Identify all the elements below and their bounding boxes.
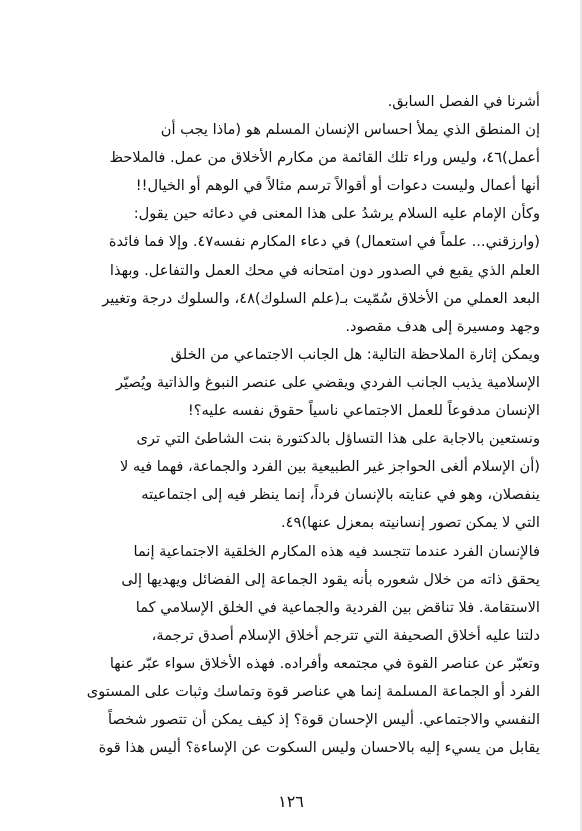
text-line: دلتنا عليه أخلاق الصحيفة التي تترجم أخلاق الإسلام أصدق ترجمة،	[151, 626, 540, 644]
text-line: يقابل من يسيء إليه بالاحسان وليس السكوت عن الإساءة؟ أليس هذا قوة	[98, 739, 540, 757]
text-line: أنها أعمال وليست دعوات أو أقوالاً ترسم مثالاً في الوهم أو الخيال!!	[135, 177, 540, 195]
text-line: أعمل)٤٦، وليس وراء تلك القائمة من مكارم الأخلاق من عمل. فالملاحظ	[109, 149, 540, 167]
text-line: ينفصلان، وهو في عنايته بالإنسان فرداً، إنما ينظر فيه إلى اجتماعيته	[141, 486, 540, 504]
page-number: ١٢٦	[278, 792, 304, 811]
text-line: التي لا يمكن تصور إنسانيته بمعزل عنها)٤٩.	[281, 514, 540, 532]
text-line: الاستقامة. فلا تناقض بين الفردية والجماعية في الخلق الإسلامي كما	[135, 598, 540, 616]
text-line: وجهد ومسيرة إلى هدف مقصود.	[345, 317, 540, 335]
text-line: إن المنطق الذي يملأ احساس الإنسان المسلم هو (ماذا يجب أن	[160, 121, 540, 139]
text-line: العلم الذي يقبع في الصدور دون امتحانه في محك العمل والتفاعل. وبهذا	[109, 261, 540, 279]
text-line: (وارزقني... علماً في استعمال) في دعاء المكارم نفسه٤٧. وإلا فما فائدة	[108, 233, 540, 251]
text-line: البعد العملي من الأخلاق سُمّيت بـ(علم السلوك)٤٨، والسلوك درجة وتغيير	[102, 289, 540, 307]
text-line: أشرنا في الفصل السابق.	[387, 93, 540, 110]
text-line: ويمكن إثارة الملاحظة التالية: هل الجانب الاجتماعي من الخلق	[170, 345, 540, 363]
text-line: النفسي والاجتماعي. أليس الإحسان قوة؟ إذ كيف يمكن أن تتصور شخصاً	[107, 711, 540, 729]
text-line: وتعبّر عن عناصر القوة في مجتمعه وأفراده. فهذه الأخلاق سواء عبّر عنها	[109, 654, 540, 672]
text-line: وكأن الإمام عليه السلام يرشدُ على هذا المعنى في دعائه حين يقول:	[133, 205, 540, 223]
text-line: فالإنسان الفرد عندما تتجسد فيه هذه المكارم الخلقية الاجتماعية إنما	[133, 542, 540, 560]
text-line: الفرد أو الجماعة المسلمة إنما هي عناصر قوة وتماسك وثبات على المستوى	[86, 682, 540, 700]
body-text	[58, 88, 540, 762]
text-line: الإنسان مدفوعاً للعمل الاجتماعي ناسياً حقوق نفسه عليه؟!	[187, 402, 540, 420]
text-line: ونستعين بالاجابة على هذا التساؤل بالدكتورة بنت الشاطئ التي ترى	[136, 430, 540, 448]
text-line: (أن الإسلام ألغى الحواجز غير الطبيعية بين الفرد والجماعة، فهما فيه لا	[120, 458, 540, 476]
text-line: يحقق ذاته من خلال شعوره بأنه يقود الجماعة إلى الفضائل ويهديها إلى	[121, 570, 540, 588]
text-line: الإسلامية يذيب الجانب الفردي ويقضي على عنصر النبوغ والذاتية ويُصيّر	[115, 373, 540, 391]
